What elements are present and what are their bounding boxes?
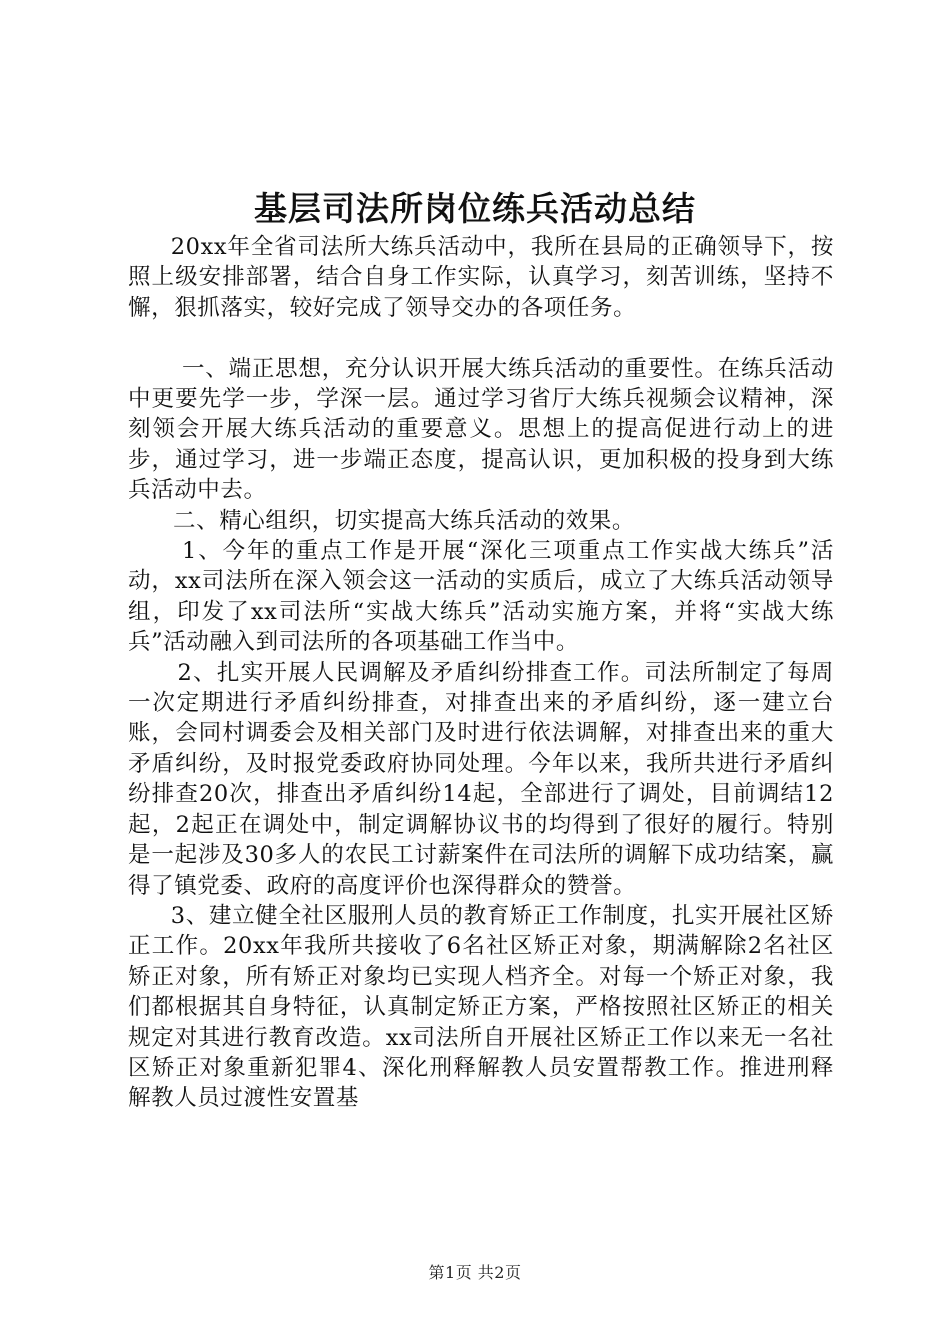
item-3-paragraph: 3、建立健全社区服刑人员的教育矫正工作制度，扎实开展社区矫正工作。20xx年我所共接收了6名社区矫正对象，期满解除2名社区矫正对象，所有矫正对象均已实现人档齐全。对每一个矫正对象，我们都根据其自身特征，认真制定矫正方案，严格按照社区矫正的相关规定对其进行教育改造。xx司法所自开展社区矫正工作以来无一名社区矫正对象重新犯罪4、深化刑释解教人员安置帮教工作。推进刑释解教人员过渡性安置基 <box>128 902 834 1112</box>
section-1-paragraph: 一、端正思想，充分认识开展大练兵活动的重要性。在练兵活动中更要先学一步，学深一层。通过学习省厅大练兵视频会议精神，深刻领会开展大练兵活动的重要意义。思想上的提高促进行动上的进步，通过学习，进一步端正态度，提高认识，更加积极的投身到大练兵活动中去。 <box>128 355 834 504</box>
intro-paragraph: 20xx年全省司法所大练兵活动中，我所在县局的正确领导下，按照上级安排部署，结合自身工作实际，认真学习，刻苦训练，坚持不懈，狠抓落实，较好完成了领导交办的各项任务。 <box>128 234 834 321</box>
paragraph-spacer <box>128 323 834 353</box>
document-body <box>128 232 834 1114</box>
document-title: 基层司法所岗位练兵活动总结 <box>254 189 696 228</box>
item-2-paragraph: 2、扎实开展人民调解及矛盾纠纷排查工作。司法所制定了每周一次定期进行矛盾纠纷排查，对排查出来的矛盾纠纷，逐一建立台账，会同村调委会及相关部门及时进行依法调解，对排查出来的重大矛盾纠纷，及时报党委政府协同处理。今年以来，我所共进行矛盾纠纷排查20次，排查出矛盾纠纷14起，全部进行了调处，目前调结12起，2起正在调处中，制定调解协议书的均得到了很好的履行。特别是一起涉及30多人的农民工讨薪案件在司法所的调解下成功结案，赢得了镇党委、政府的高度评价也深得群众的赞誉。 <box>128 659 834 899</box>
section-2-heading: 二、精心组织，切实提高大练兵活动的效果。 <box>173 507 636 534</box>
item-1-paragraph: 1、今年的重点工作是开展“深化三项重点工作实战大练兵”活动，xx司法所在深入领会这一活动的实质后，成立了大练兵活动领导组，印发了xx司法所“实战大练兵”活动实施方案，并将“实战大练兵”活动融入到司法所的各项基础工作当中。 <box>128 538 834 656</box>
page-number-footer: 第1页 共2页 <box>428 1263 522 1282</box>
